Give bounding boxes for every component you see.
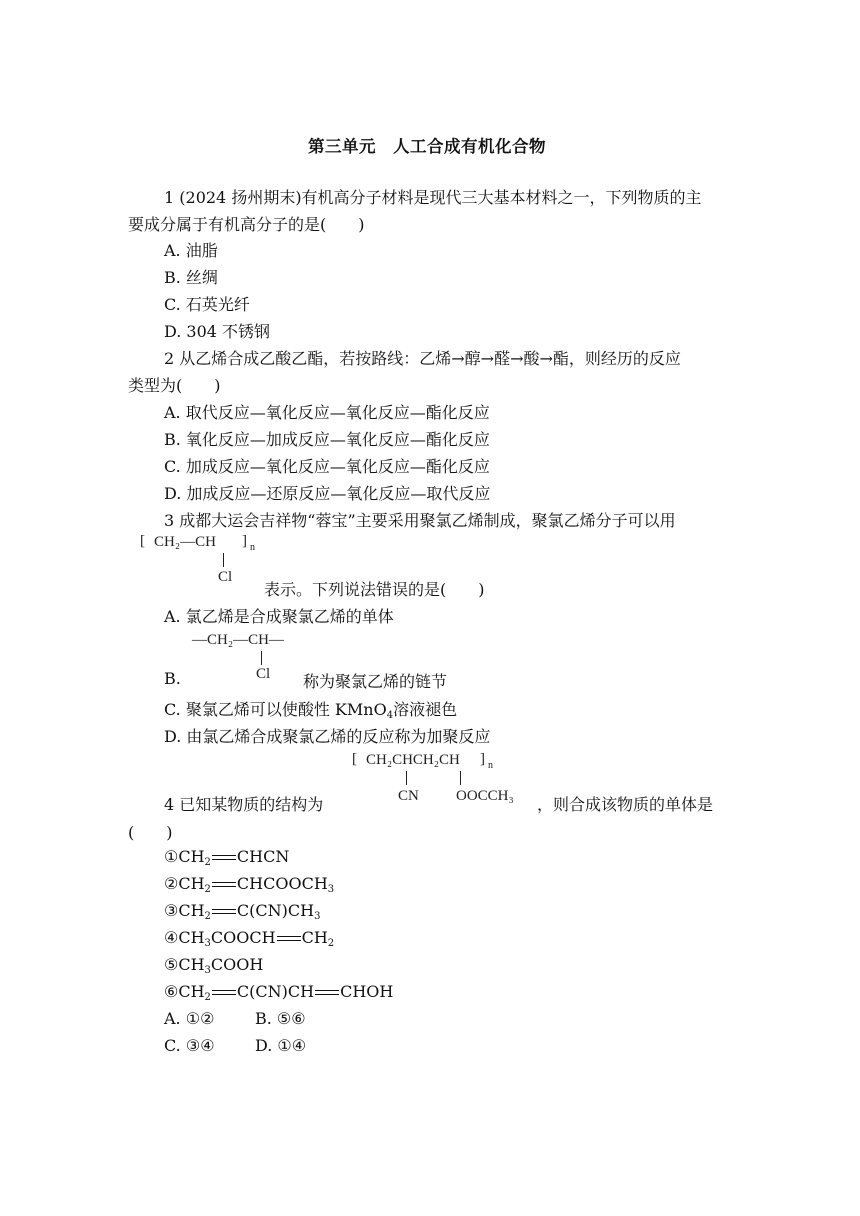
copolymer-substituent-1: CN [398, 788, 419, 804]
question-2-option-c: C. 加成反应—氧化反应—氧化反应—酯化反应 [164, 457, 490, 476]
question-2-stem-line2: 类型为( ) [128, 376, 221, 395]
question-4-option-d: D. ①④ [255, 1036, 307, 1055]
copolymer-bracket-right: ] [480, 751, 485, 767]
double-bond [211, 853, 237, 863]
question-2-option-b: B. 氧化反应—加成反应—氧化反应—酯化反应 [164, 430, 490, 449]
double-bond [211, 988, 237, 998]
copolymer-bracket-left: [ [352, 751, 357, 767]
polymer-bracket-right: ] [242, 533, 247, 549]
monomer-item-6: $⑥CH_2$ C(CN)CH CHOH [164, 982, 394, 1003]
copolymer-subscript-n: n [488, 760, 493, 771]
monomer-item-1: $①CH_2$ CHCN [164, 847, 290, 868]
question-4-option-a: A. ①② [164, 1009, 215, 1028]
question-3-option-d: D. 由氯乙烯合成聚氯乙烯的反应称为加聚反应 [164, 727, 491, 746]
repeating-unit-structure [192, 632, 302, 684]
polymer-bracket-left: [ [140, 533, 145, 549]
bond-line-1 [406, 771, 407, 785]
option-c-text: C. 聚氯乙烯可以使酸性 KMnO [164, 700, 387, 719]
question-1-stem-line2: 要成分属于有机高分子的是( ) [128, 215, 365, 234]
polymer-subscript-n: n [250, 542, 255, 553]
bond-line [261, 651, 262, 665]
repeating-unit-substituent: Cl [256, 666, 271, 682]
question-2-stem-line1: 2 从乙烯合成乙酸乙酯，若按路线：乙烯→醇→醛→酸→酯，则经历的反应 [164, 349, 681, 368]
double-bond [211, 907, 237, 917]
question-1-option-a: A. 油脂 [164, 241, 218, 260]
polymer-substituent: Cl [218, 569, 233, 585]
question-3-option-a: A. 氯乙烯是合成聚氯乙烯的单体 [164, 607, 394, 626]
double-bond [211, 880, 237, 890]
copolymer-structure [352, 750, 532, 808]
polymer-main-chain: CH₂—CH [154, 534, 216, 550]
question-4-stem-line2: ( ) [128, 823, 173, 842]
pvc-structure [140, 532, 270, 588]
option-c-tail: 溶液褪色 [393, 700, 458, 719]
double-bond [276, 934, 302, 944]
question-3-option-c [164, 697, 457, 720]
question-3-option-b-text: 称为聚氯乙烯的链节 [303, 672, 448, 691]
option-c-subscript: 4 [386, 710, 394, 721]
monomer-item-4: $④CH_3COOCH$ $CH_2$ [164, 928, 335, 949]
question-2-option-a: A. 取代反应—氧化反应—氧化反应—酯化反应 [164, 403, 490, 422]
bond-line-2 [460, 771, 461, 785]
question-4-stem-line1-end: ，则合成该物质的单体是 [537, 795, 714, 814]
monomer-item-2: $②CH_2$ $CHCOOCH_3$ [164, 874, 335, 895]
copolymer-substituent-2: OOCCH₃ [456, 788, 514, 804]
copolymer-main-chain: CH₂CHCH₂CH [366, 752, 460, 768]
question-3-option-b-label: B. [164, 669, 181, 688]
monomer-item-3: $③CH_2$ $C(CN)CH_3$ [164, 901, 321, 922]
question-3-stem-line1: 3 成都大运会吉祥物“蓉宝”主要采用聚氯乙烯制成，聚氯乙烯分子可以用 [164, 511, 676, 530]
question-1-option-d: D. 304 不锈钢 [164, 322, 271, 341]
monomer-item-5: $⑤CH_3COOH$ [164, 955, 264, 976]
question-1-stem-line1: 1 (2024 扬州期末)有机高分子材料是现代三大基本材料之一，下列物质的主 [164, 188, 702, 207]
page-title: 第三单元 人工合成有机化合物 [308, 137, 546, 156]
repeating-unit-chain: —CH₂—CH— [192, 632, 284, 648]
question-4-option-c: C. ③④ [164, 1036, 215, 1055]
question-4-stem-line1-start: 4 已知某物质的结构为 [164, 795, 324, 814]
bond-line [223, 553, 224, 567]
question-1-option-b: B. 丝绸 [164, 268, 218, 287]
double-bond [314, 988, 340, 998]
question-3-stem-line2: 表示。下列说法错误的是( ) [264, 580, 485, 599]
question-4-option-b: B. ⑤⑥ [255, 1009, 306, 1028]
question-2-option-d: D. 加成反应—还原反应—氧化反应—取代反应 [164, 484, 491, 503]
question-1-option-c: C. 石英光纤 [164, 295, 250, 314]
